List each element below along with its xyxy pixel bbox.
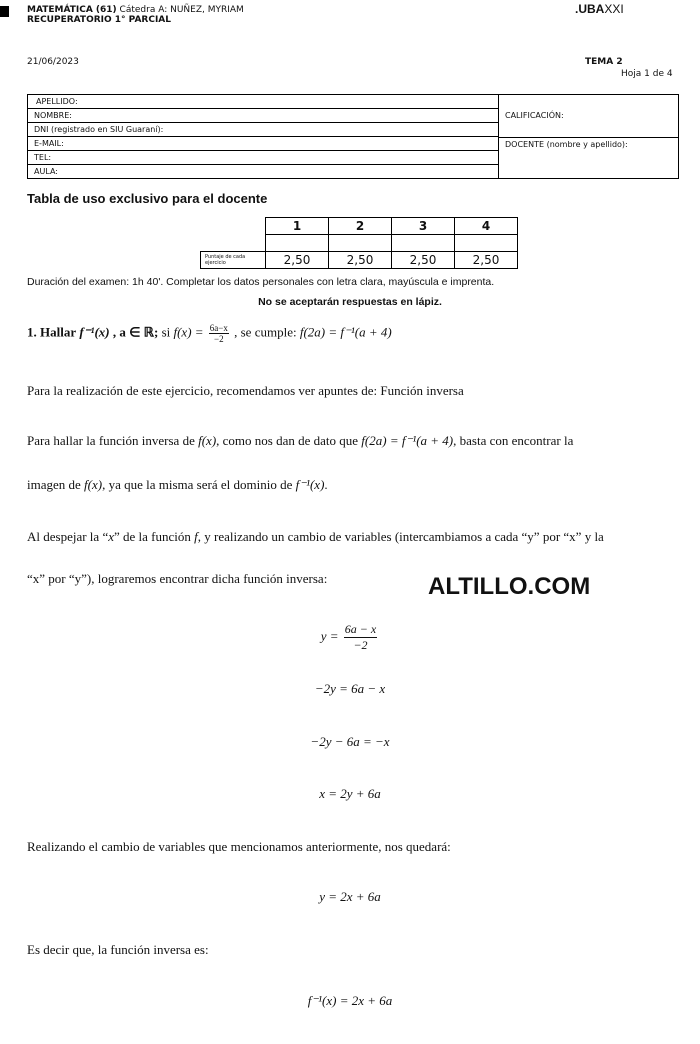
score-cell: 2,50: [329, 252, 392, 269]
score-cell: 2,50: [266, 252, 329, 269]
table-corner: [201, 235, 266, 252]
course-header: [27, 5, 244, 25]
column-header: 1: [266, 218, 329, 235]
tema-label: TEMA 2: [585, 57, 623, 67]
watermark: ALTILLO.COM: [428, 573, 591, 600]
equation: y = 2x + 6a: [319, 889, 381, 904]
question-fraction: $\frac{6a-x}{-2}$: [209, 323, 228, 344]
column-header: 3: [392, 218, 455, 235]
score-table-title: Tabla de uso exclusivo para el docente: [27, 191, 268, 206]
calificacion-field[interactable]: CALIFICACIÓN:: [499, 95, 678, 138]
exam-name: RECUPERATORIO 1° PARCIAL: [27, 15, 171, 25]
solution-paragraph: Al despejar la “x” de la función f, y realizando un cambio de variables (intercambiamos a cada “y” por “x” y la: [27, 529, 604, 544]
solution-paragraph: Es decir que, la función inversa es:: [27, 942, 209, 957]
docente-field[interactable]: DOCENTE (nombre y apellido):: [505, 140, 628, 149]
equation: y = $\frac{6a - x}{-2}$: [320, 622, 377, 652]
table-corner: [201, 218, 266, 235]
equation: x = 2y + 6a: [319, 786, 381, 801]
no-pencil-notice: No se aceptarán respuestas en lápiz.: [258, 296, 442, 308]
equation: f⁻¹(x) = 2x + 6a: [307, 993, 393, 1008]
row-label: Puntaje de cada ejercicio: [201, 252, 266, 269]
uba-logo: .UBAXXI: [575, 2, 624, 16]
score-table: [200, 217, 518, 269]
nombre-field[interactable]: NOMBRE:: [28, 109, 498, 123]
exam-date: 21/06/2023: [27, 57, 79, 67]
catedra: Cátedra A: NUÑEZ, MYRIAM: [116, 5, 244, 15]
solution-paragraph: Realizando el cambio de variables que mencionamos anteriormente, nos quedará:: [27, 839, 451, 854]
grade-cell[interactable]: [455, 235, 518, 252]
duration-text: Duración del examen: 1h 40'. Completar los datos personales con letra clara, mayúscula e imprenta.: [27, 276, 495, 288]
aula-field[interactable]: AULA:: [34, 167, 58, 176]
corner-mark: [0, 6, 9, 17]
equation: −2y = 6a − x: [314, 681, 386, 696]
question-1: 1. Hallar f⁻¹(x) , a ∈ ℝ; si f(x) = $\frac{6a-x}{-2}$ , se cumple: f(2a) = f⁻¹(a + 4): [27, 323, 392, 344]
solution-paragraph: “x” por “y”), lograremos encontrar dicha función inversa:: [27, 571, 328, 586]
score-cell: 2,50: [392, 252, 455, 269]
course-name: MATEMÁTICA (61): [27, 5, 117, 15]
email-field[interactable]: E-MAIL:: [28, 137, 498, 151]
column-header: 4: [455, 218, 518, 235]
grade-cell[interactable]: [392, 235, 455, 252]
apellido-field[interactable]: APELLIDO:: [28, 95, 498, 109]
dni-field[interactable]: DNI (registrado en SIU Guaraní):: [28, 123, 498, 137]
page-count: Hoja 1 de 4: [621, 69, 673, 79]
score-cell: 2,50: [455, 252, 518, 269]
tel-field[interactable]: TEL:: [28, 151, 498, 165]
equation: −2y − 6a = −x: [310, 734, 390, 749]
student-info-form: [27, 94, 679, 179]
grade-cell[interactable]: [266, 235, 329, 252]
grade-cell[interactable]: [329, 235, 392, 252]
solution-paragraph: imagen de f(x), ya que la misma será el dominio de f⁻¹(x).: [27, 477, 328, 492]
solution-paragraph: Para la realización de este ejercicio, recomendamos ver apuntes de: Función inversa: [27, 383, 464, 398]
solution-paragraph: Para hallar la función inversa de f(x), como nos dan de dato que f(2a) = f⁻¹(a + 4), basta con encontrar la: [27, 433, 574, 448]
column-header: 2: [329, 218, 392, 235]
